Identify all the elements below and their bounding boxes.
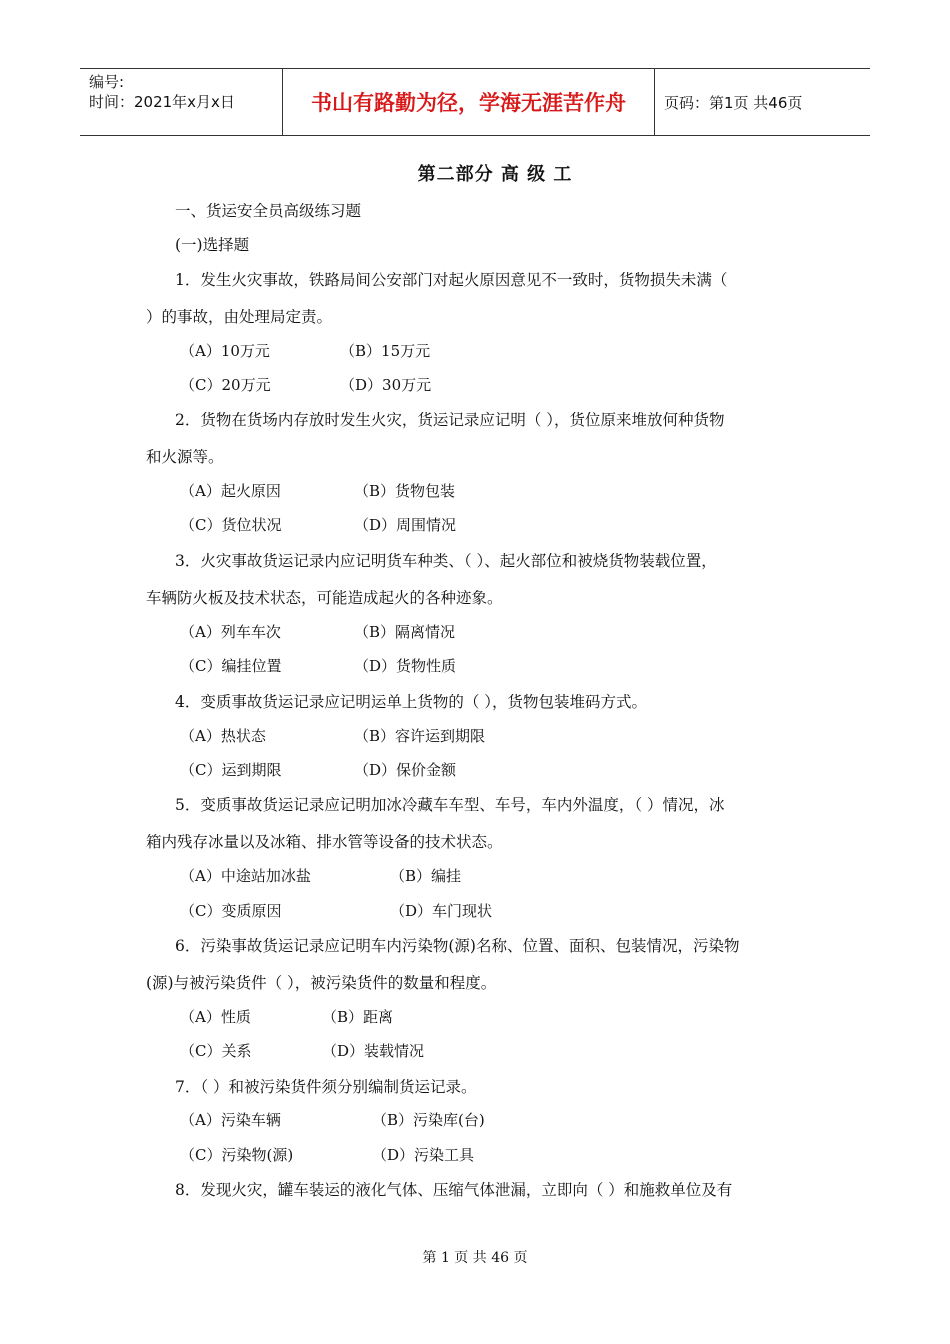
question-7-line-1: 7．（ ）和被污染货件须分别编制货运记录。 bbox=[175, 1078, 477, 1096]
question-2-line-2: 和火源等。 bbox=[146, 448, 224, 466]
question-2-option-c: （C）货位状况 bbox=[180, 516, 282, 534]
question-6-option-c: （C）关系 bbox=[180, 1042, 252, 1060]
question-8-line-1: 8．发现火灾，罐车装运的液化气体、压缩气体泄漏，立即向（ ）和施救单位及有 bbox=[175, 1181, 733, 1199]
question-7-option-a: （A）污染车辆 bbox=[180, 1111, 281, 1129]
page-title: 第二部分 高 级 工 bbox=[417, 164, 573, 185]
question-5-line-1: 5．变质事故货运记录应记明加冰冷藏车车型、车号，车内外温度，（ ）情况，冰 bbox=[175, 796, 725, 814]
question-6-option-d: （D）装载情况 bbox=[322, 1042, 425, 1060]
question-4-option-d: （D）保价金额 bbox=[354, 761, 457, 779]
question-1-option-d: （D）30万元 bbox=[340, 376, 432, 394]
question-3-line-1: 3．火灾事故货运记录内应记明货车种类、（ ）、起火部位和被烧货物装载位置， bbox=[175, 552, 717, 570]
time-label: 时间：2021年x月x日 bbox=[89, 93, 235, 111]
question-4-option-c: （C）运到期限 bbox=[180, 761, 282, 779]
question-5-option-c: （C）变质原因 bbox=[180, 902, 282, 920]
header-page-info: 页码：第1页 共46页 bbox=[664, 93, 803, 112]
question-3-line-2: 车辆防火板及技术状态，可能造成起火的各种迹象。 bbox=[146, 589, 503, 607]
question-5-option-d: （D）车门现状 bbox=[390, 902, 493, 920]
question-1-line-1: 1．发生火灾事故，铁路局间公安部门对起火原因意见不一致时，货物损失未满（ bbox=[175, 271, 728, 289]
question-6-option-a: （A）性质 bbox=[180, 1008, 251, 1026]
header-motto: 书山有路勤为径，学海无涯苦作舟 bbox=[283, 69, 655, 135]
question-3-option-a: （A）列车车次 bbox=[180, 623, 281, 641]
question-2-option-d: （D）周围情况 bbox=[354, 516, 457, 534]
question-6-line-2: (源)与被污染货件（ ），被污染货件的数量和程度。 bbox=[146, 974, 497, 992]
question-5-line-2: 箱内残存冰量以及冰箱、排水管等设备的技术状态。 bbox=[146, 833, 503, 851]
question-2-option-b: （B）货物包装 bbox=[354, 482, 456, 500]
question-6-option-b: （B）距离 bbox=[322, 1008, 394, 1026]
question-1-option-c: （C）20万元 bbox=[180, 376, 271, 394]
page-footer: 第 1 页 共 46 页 bbox=[422, 1250, 528, 1266]
subsection-heading: (一)选择题 bbox=[175, 236, 250, 254]
question-7-option-c: （C）污染物(源) bbox=[180, 1146, 294, 1164]
question-5-option-b: （B）编挂 bbox=[390, 867, 462, 885]
question-1-option-b: （B）15万元 bbox=[340, 342, 431, 360]
question-2-line-1: 2．货物在货场内存放时发生火灾，货运记录应记明（ ），货位原来堆放何种货物 bbox=[175, 411, 725, 429]
question-4-option-b: （B）容许运到期限 bbox=[354, 727, 486, 745]
page-header bbox=[80, 68, 870, 136]
question-7-option-b: （B）污染库(台) bbox=[372, 1111, 485, 1129]
question-4-option-a: （A）热状态 bbox=[180, 727, 266, 745]
question-3-option-b: （B）隔离情况 bbox=[354, 623, 456, 641]
question-1-line-2: ）的事故，由处理局定责。 bbox=[146, 308, 333, 326]
question-4-line-1: 4．变质事故货运记录应记明运单上货物的（ ），货物包装堆码方式。 bbox=[175, 693, 648, 711]
question-1-option-a: （A）10万元 bbox=[180, 342, 270, 360]
question-3-option-d: （D）货物性质 bbox=[354, 657, 457, 675]
question-2-option-a: （A）起火原因 bbox=[180, 482, 281, 500]
question-7-option-d: （D）污染工具 bbox=[372, 1146, 475, 1164]
header-meta bbox=[80, 69, 283, 135]
section-heading: 一、货运安全员高级练习题 bbox=[175, 202, 362, 220]
number-label: 编号: bbox=[89, 73, 125, 91]
question-6-line-1: 6．污染事故货运记录应记明车内污染物(源)名称、位置、面积、包装情况，污染物 bbox=[175, 937, 740, 955]
question-3-option-c: （C）编挂位置 bbox=[180, 657, 282, 675]
question-5-option-a: （A）中途站加冰盐 bbox=[180, 867, 311, 885]
